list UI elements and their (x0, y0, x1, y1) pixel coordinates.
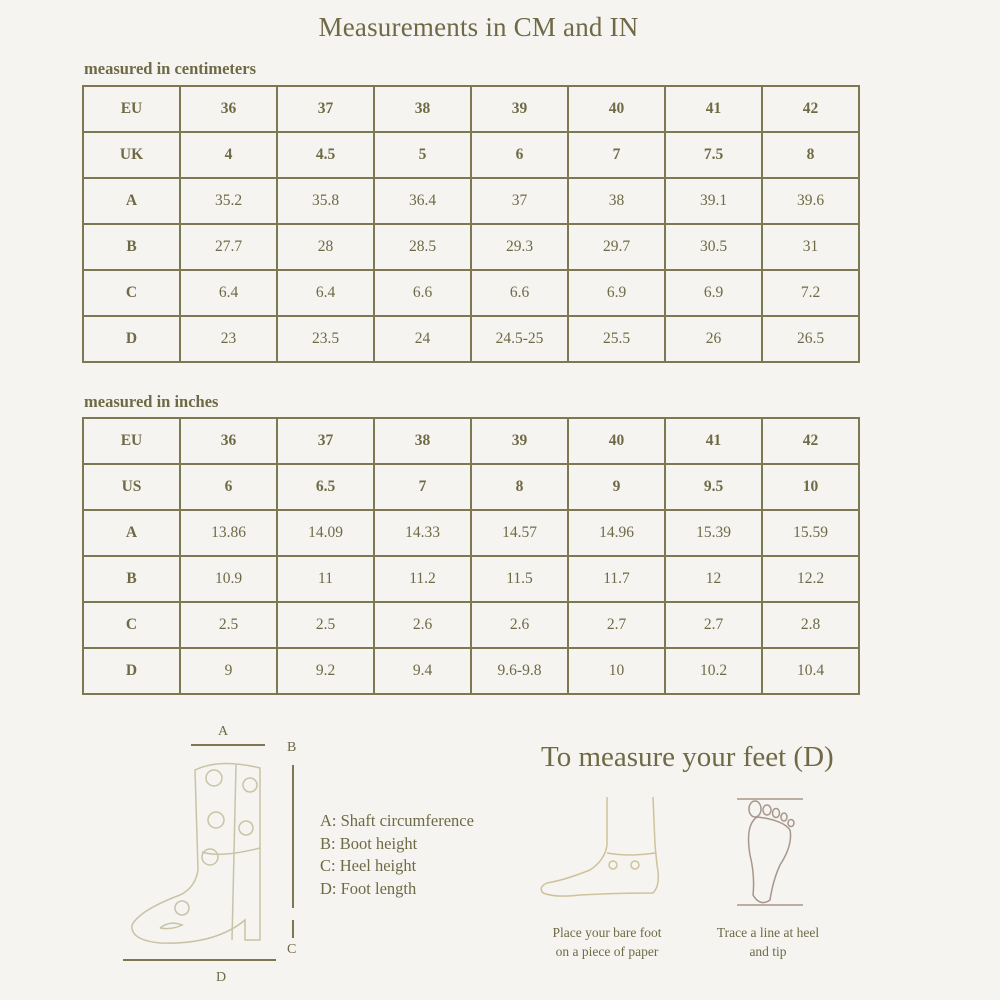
table-cell: 2.5 (277, 602, 374, 648)
table-cell: 24.5-25 (471, 316, 568, 362)
step-2-caption (693, 923, 843, 961)
table-cell: 9.5 (665, 464, 762, 510)
table-cell: 8 (471, 464, 568, 510)
measure-feet-title: To measure your feet (D) (541, 741, 834, 773)
table-cell: 31 (762, 224, 859, 270)
table-row (83, 270, 859, 316)
table-cell: 14.96 (568, 510, 665, 556)
table-cell: 40 (568, 418, 665, 464)
table-cell: 29.3 (471, 224, 568, 270)
table-cell: 25.5 (568, 316, 665, 362)
table-cell: 38 (374, 86, 471, 132)
table-cell: 15.39 (665, 510, 762, 556)
row-label: US (83, 464, 180, 510)
boot-illustration (110, 730, 310, 970)
table-cell: 11 (277, 556, 374, 602)
step-1-line-1: Place your bare foot (552, 925, 662, 940)
table-cell: 37 (277, 418, 374, 464)
step-2-line-2: and tip (749, 944, 787, 959)
table-cell: 38 (374, 418, 471, 464)
table-cell: 2.7 (568, 602, 665, 648)
measurement-legend (320, 810, 474, 901)
table-cell: 41 (665, 418, 762, 464)
table-cell: 6.5 (277, 464, 374, 510)
table-cell: 6.4 (277, 270, 374, 316)
table-cell: 15.59 (762, 510, 859, 556)
table-cell: 37 (471, 178, 568, 224)
table-cell: 6 (471, 132, 568, 178)
foot-trace-icon (735, 795, 805, 907)
legend-item-a: A: Shaft circumference (320, 811, 474, 830)
table-cell: 11.2 (374, 556, 471, 602)
table-cell: 7 (374, 464, 471, 510)
table-cell: 28 (277, 224, 374, 270)
table-cell: 2.6 (471, 602, 568, 648)
table-cell: 11.7 (568, 556, 665, 602)
table-cell: 39 (471, 86, 568, 132)
table-cell: 23.5 (277, 316, 374, 362)
table-cell: 39 (471, 418, 568, 464)
table-cell: 12 (665, 556, 762, 602)
dim-label-b: B (287, 740, 297, 755)
table-cell: 27.7 (180, 224, 277, 270)
table-cell: 39.6 (762, 178, 859, 224)
table-row (83, 86, 859, 132)
legend-item-b: B: Boot height (320, 833, 418, 853)
table-cell: 9.4 (374, 648, 471, 694)
table-cell: 38 (568, 178, 665, 224)
table-cell: 35.2 (180, 178, 277, 224)
table-cell: 30.5 (665, 224, 762, 270)
table-cell: 4 (180, 132, 277, 178)
table-cell: 26 (665, 316, 762, 362)
table-cell: 2.6 (374, 602, 471, 648)
row-label: B (83, 556, 180, 602)
table-row (83, 178, 859, 224)
table-cell: 10.9 (180, 556, 277, 602)
table-cell: 6.9 (568, 270, 665, 316)
table-row (83, 132, 859, 178)
table-cell: 13.86 (180, 510, 277, 556)
row-label: EU (83, 418, 180, 464)
table-row (83, 602, 859, 648)
table-cell: 42 (762, 418, 859, 464)
table-cell: 14.57 (471, 510, 568, 556)
step-1-caption (527, 923, 687, 961)
table-cell: 41 (665, 86, 762, 132)
step-1-line-2: on a piece of paper (555, 944, 659, 959)
table-cell: 40 (568, 86, 665, 132)
legend-item-d: D: Foot length (320, 879, 417, 899)
dim-label-a: A (218, 724, 229, 739)
row-label: D (83, 648, 180, 694)
row-label: UK (83, 132, 180, 178)
legend-item-c: C: Heel height (320, 856, 417, 876)
table-row (83, 224, 859, 270)
table-cell: 10 (568, 648, 665, 694)
table-cell: 14.09 (277, 510, 374, 556)
inch-size-table (82, 417, 860, 695)
table-row (83, 316, 859, 362)
table-cell: 10.4 (762, 648, 859, 694)
page-title: Measurements in CM and IN (318, 12, 639, 42)
table-cell: 10 (762, 464, 859, 510)
row-label: B (83, 224, 180, 270)
table-cell: 9 (568, 464, 665, 510)
table-cell: 9 (180, 648, 277, 694)
dim-label-d: D (216, 970, 227, 985)
table-cell: 35.8 (277, 178, 374, 224)
table-cell: 28.5 (374, 224, 471, 270)
table-cell: 2.7 (665, 602, 762, 648)
dim-label-c: C (287, 942, 297, 957)
table-cell: 2.8 (762, 602, 859, 648)
step-2-line-1: Trace a line at heel (716, 925, 820, 940)
table-row (83, 510, 859, 556)
table-cell: 36.4 (374, 178, 471, 224)
table-cell: 42 (762, 86, 859, 132)
table-cell: 36 (180, 418, 277, 464)
table-cell: 6 (180, 464, 277, 510)
cm-size-table (82, 85, 860, 363)
table-row (83, 556, 859, 602)
table-cell: 24 (374, 316, 471, 362)
table-cell: 36 (180, 86, 277, 132)
table-cell: 2.5 (180, 602, 277, 648)
table-cell: 14.33 (374, 510, 471, 556)
table-cell: 6.9 (665, 270, 762, 316)
table-cell: 7 (568, 132, 665, 178)
boot-icon (132, 763, 260, 943)
table-row (83, 464, 859, 510)
table-cell: 10.2 (665, 648, 762, 694)
inch-section-label: measured in inches (84, 392, 219, 411)
table-cell: 5 (374, 132, 471, 178)
table-cell: 39.1 (665, 178, 762, 224)
row-label: C (83, 270, 180, 316)
table-cell: 9.2 (277, 648, 374, 694)
table-cell: 7.5 (665, 132, 762, 178)
table-cell: 23 (180, 316, 277, 362)
foot-side-icon (535, 795, 665, 900)
table-cell: 26.5 (762, 316, 859, 362)
row-label: D (83, 316, 180, 362)
table-cell: 6.4 (180, 270, 277, 316)
cm-section-label: measured in centimeters (84, 59, 256, 78)
table-cell: 12.2 (762, 556, 859, 602)
table-cell: 11.5 (471, 556, 568, 602)
table-cell: 37 (277, 86, 374, 132)
row-label: A (83, 510, 180, 556)
table-row (83, 648, 859, 694)
table-cell: 8 (762, 132, 859, 178)
table-cell: 7.2 (762, 270, 859, 316)
table-cell: 29.7 (568, 224, 665, 270)
row-label: C (83, 602, 180, 648)
table-cell: 9.6-9.8 (471, 648, 568, 694)
table-cell: 4.5 (277, 132, 374, 178)
row-label: EU (83, 86, 180, 132)
row-label: A (83, 178, 180, 224)
table-row (83, 418, 859, 464)
table-cell: 6.6 (374, 270, 471, 316)
table-cell: 6.6 (471, 270, 568, 316)
